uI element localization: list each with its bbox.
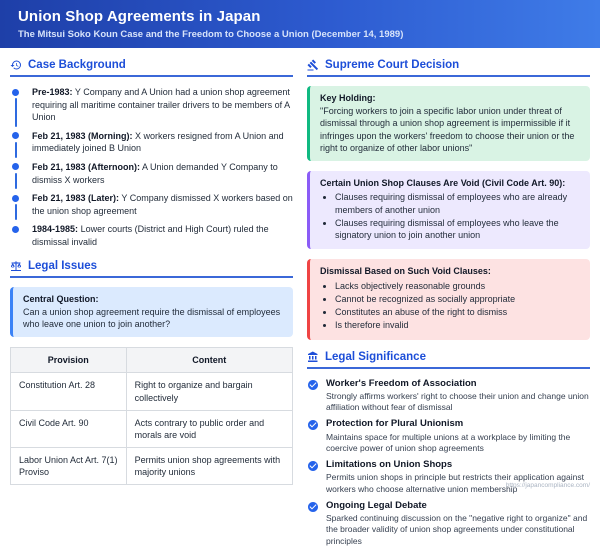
timeline-event [10, 86, 293, 124]
provision-cell: Civil Code Art. 90 [11, 410, 127, 447]
key-holding-box [307, 86, 590, 161]
significance-heading: Worker's Freedom of Association [326, 377, 477, 389]
dismissal-consequences-box [307, 259, 590, 339]
timeline-event-text: Lower courts (District and High Court) ruled the dismissal invalid [32, 224, 269, 247]
timeline-event-text: A Union demanded Y Company to dismiss X workers [32, 161, 278, 185]
page-header [0, 0, 600, 48]
history-icon [10, 59, 22, 71]
column-header-provision: Provision [11, 348, 127, 373]
right-column [307, 48, 590, 552]
central-question-text: Can a union shop agreement require the dismissal of employees who leave one union to join another? [23, 306, 281, 329]
dismissal-consequence-item: • Constitutes an abuse of the right to dismiss [335, 306, 580, 318]
timeline-event-date: Pre-1983: [32, 87, 73, 97]
timeline-event-text: Y Company dismissed X workers based on the union shop agreement [32, 193, 293, 216]
column-header-content: Content [126, 348, 292, 373]
significance-item [307, 378, 590, 414]
source-url-link[interactable]: https://japancompliance.com/ [505, 482, 590, 489]
void-clauses-list [320, 191, 580, 241]
timeline-event-date: Feb 21, 1983 (Later): [32, 193, 120, 204]
key-holding-label: Key Holding: [320, 93, 376, 103]
timeline-event [10, 130, 293, 155]
timeline-dot-icon [12, 195, 19, 202]
timeline-event [10, 161, 293, 186]
timeline-dot-icon [12, 226, 19, 233]
gavel-icon [307, 59, 319, 71]
timeline-dot-icon [12, 132, 19, 139]
case-background-body [10, 77, 293, 249]
void-clause-item: • Clauses requiring dismissal of employees who are already members of another union [335, 191, 580, 215]
provision-cell: Constitution Art. 28 [11, 373, 127, 410]
page-subtitle: The Mitsui Soko Koun Case and the Freedom to Choose a Union (December 14, 1989) [18, 29, 404, 40]
significance-item [307, 500, 590, 547]
left-column [10, 48, 293, 552]
section-title-supreme-court: Supreme Court Decision [325, 59, 460, 71]
dismissal-consequences-list [320, 280, 580, 332]
case-timeline [10, 86, 293, 249]
provision-cell: Labor Union Act Art. 7(1) Proviso [11, 447, 127, 484]
dismissal-consequence-item: • Is therefore invalid [335, 319, 580, 331]
significance-heading: Ongoing Legal Debate [326, 499, 427, 511]
timeline-event-date: Feb 21, 1983 (Afternoon): [32, 161, 141, 172]
content-cell: Right to organize and bargain collectively [126, 373, 292, 410]
supreme-court-body [307, 77, 590, 340]
timeline-event-text: Y Company and A Union had a union shop agreement requiring all maritime container trailer drivers to be members of A Union [32, 87, 290, 123]
timeline-event-text: X workers resigned from A Union and immediately joined B Union [32, 130, 284, 154]
section-header-legal-issues [10, 260, 293, 278]
check-circle-icon [307, 460, 319, 472]
central-question-box [10, 287, 293, 338]
check-circle-icon [307, 419, 319, 431]
legal-significance-body [307, 369, 590, 547]
section-title-legal-significance: Legal Significance [325, 350, 426, 363]
table-row [11, 373, 293, 410]
significance-text: Strongly affirms workers' right to choose their union and change union affiliation without fear of dismissal [326, 390, 589, 413]
table-row [11, 410, 293, 447]
section-header-supreme-court [307, 59, 590, 77]
significance-heading: Limitations on Union Shops [326, 459, 453, 471]
significance-heading: Protection for Plural Unionism [326, 418, 464, 430]
dismissal-consequence-item: • Lacks objectively reasonable grounds [335, 280, 580, 292]
significance-item [307, 459, 590, 495]
timeline-event [10, 192, 293, 217]
section-title-legal-issues: Legal Issues [28, 259, 98, 272]
content-cell: Permits union shop agreements with majority unions [126, 447, 292, 484]
provisions-table [10, 347, 293, 485]
significance-text: Maintains space for multiple unions at a workplace by limiting the coercive power of union shop agreements [326, 431, 571, 453]
timeline-event-date: 1984-1985: [32, 224, 79, 235]
section-header-legal-significance [307, 351, 590, 369]
check-circle-icon [307, 501, 319, 513]
check-circle-icon [307, 379, 319, 391]
significance-text: Sparked continuing discussion on the "negative right to organize" and the broader validity of union shop agreements under constitutional principles [326, 513, 588, 546]
key-holding-text: "Forcing workers to join a specific labor union under threat of dismissal through a union shop agreement is impermissible if it infringes upon the workers' freedom to choose their union or the right to organize of other labor unions" [320, 106, 575, 153]
void-clauses-label: Certain Union Shop Clauses Are Void (Civil Code Art. 90): [320, 178, 566, 189]
dismissal-consequences-label: Dismissal Based on Such Void Clauses: [320, 266, 491, 277]
void-clause-item: • Clauses requiring dismissal of employees who leave the signatory union to join another union [335, 217, 580, 241]
central-question-label: Central Question: [23, 293, 99, 304]
legal-issues-body [10, 278, 293, 486]
void-clauses-box [307, 171, 590, 249]
bank-icon [307, 351, 319, 363]
timeline-event-date: Feb 21, 1983 (Morning): [32, 130, 133, 141]
page-title: Union Shop Agreements in Japan [18, 8, 261, 25]
section-header-case-background [10, 59, 293, 77]
significance-item [307, 418, 590, 454]
table-header-row [11, 348, 293, 373]
content-cell: Acts contrary to public order and morals are void [126, 410, 292, 447]
significance-text: Permits union shops in principle but restricts their application against workers who choose alternative union membership [326, 472, 584, 494]
content [0, 48, 600, 552]
timeline-dot-icon [12, 163, 19, 170]
scales-icon [10, 260, 22, 272]
table-row [11, 447, 293, 484]
section-title-case-background: Case Background [28, 59, 126, 71]
timeline-event [10, 223, 293, 248]
timeline-dot-icon [12, 89, 19, 96]
dismissal-consequence-item: • Cannot be recognized as socially appropriate [335, 293, 580, 305]
